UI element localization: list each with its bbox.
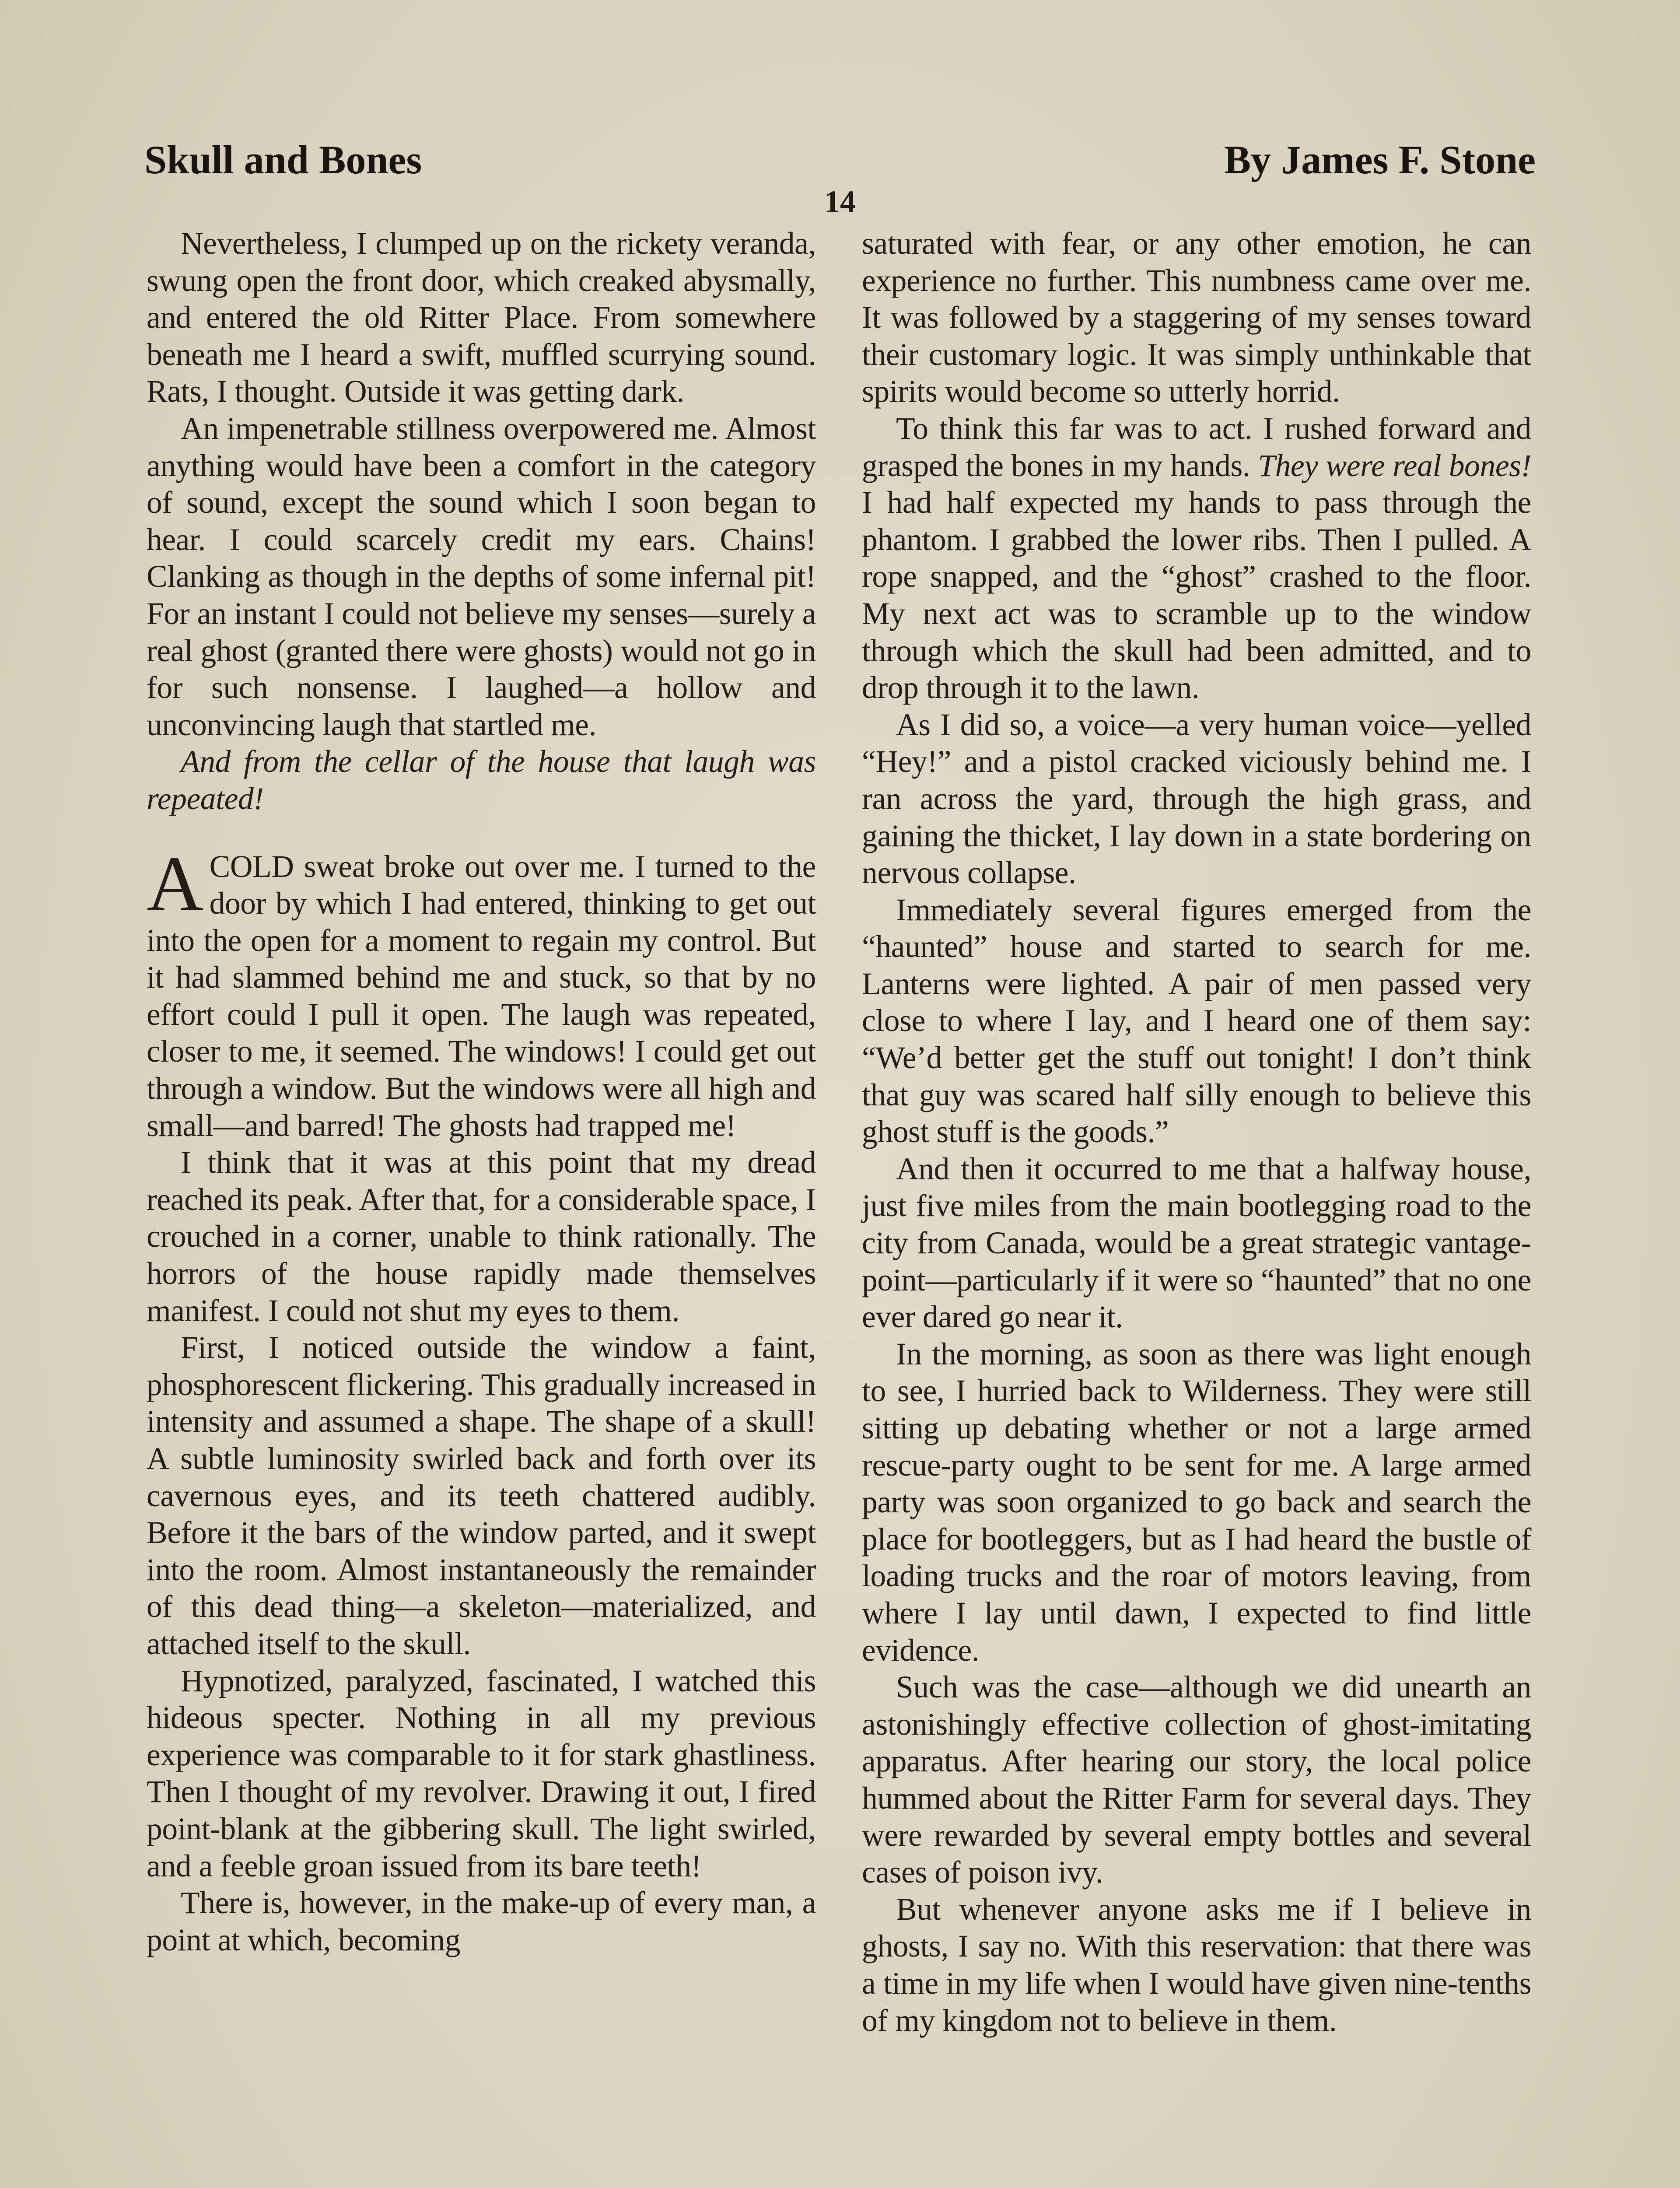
paragraph-text: I had half expected my hands to pass through the phantom. I grabbed the lower ribs. Then I pulled. A rope snapped, and the “ghost” crashed to the floor. My next act was to scramble up to the window through which the skull had been admitted, and to drop through it to the lawn. <box>862 485 1531 705</box>
drop-cap: A <box>147 840 203 927</box>
paragraph: But whenever anyone asks me if I believe in ghosts, I say no. With this reservation: that there was a time in my life when I would have given nine-tenths of my kingdom not to believe in them. <box>862 1892 1531 2038</box>
paragraph <box>862 410 1531 707</box>
paragraph-text: sweat broke out over me. I turned to the door by which I had entered, thinking to get out into the open for a moment to regain my control. But it had slammed behind me and stuck, so that by no effort could I pull it open. The laugh was repeated, closer to me, it seemed. The windows! I could get out through a window. But the windows were all high and small—and barred! The ghosts had trapped me! <box>147 849 816 1143</box>
paragraph: In the morning, as soon as there was light enough to see, I hurried back to Wilderness. They were still sitting up debating whether or not a large armed rescue-party ought to be sent for me. A large armed party was soon organized to go back and search the place for bootleggers, but as I had heard the bustle of loading trucks and the roar of motors leaving, from where I lay until dawn, I expected to find little evidence. <box>862 1336 1531 1668</box>
paragraph: saturated with fear, or any other emotion, he can experience no further. This numbness came over me. It was followed by a staggering of my senses toward their customary logic. It was simply unthinkable that spirits would become so utterly horrid. <box>862 226 1531 409</box>
text-column-left <box>147 225 816 1959</box>
paragraph: An impenetrable stillness overpowered me. Almost anything would have been a comfort in the category of sound, except the sound which I soon began to hear. I could scarcely credit my ears. Chains! Clanking as though in the depths of some infernal pit! For an instant I could not believe my senses—surely a real ghost (granted there were ghosts) would not go in for such nonsense. I laughed—a hollow and unconvincing laugh that startled me. <box>147 411 816 742</box>
paragraph: Such was the case—although we did unearth an astonishingly effective collection of ghost-imitating apparatus. After hearing our story, the local police hummed about the Ritter Farm for several days. They were rewarded by several empty bottles and several cases of poison ivy. <box>862 1670 1531 1890</box>
paragraph-text: To think this far was to act. I rushed forward and grasped the bones in my hands. <box>862 411 1531 483</box>
paragraph: Immediately several figures emerged from the “haunted” house and started to search for me. Lanterns were lighted. A pair of men passed very close to where I lay, and I heard one of them say: “We’d better get the stuff out tonight! I don’t think that guy was scared half silly enough to believe this ghost stuff is the goods.” <box>862 892 1531 1150</box>
text-column-right <box>862 225 1531 2039</box>
story-title: Skull and Bones <box>144 137 422 182</box>
page-number: 14 <box>824 184 856 219</box>
paragraph: Nevertheless, I clumped up on the rickety veranda, swung open the front door, which creaked abysmally, and entered the old Ritter Place. From somewhere beneath me I heard a swift, muffled scurrying sound. Rats, I thought. Outside it was getting dark. <box>147 226 816 409</box>
paragraph: There is, however, in the make-up of every man, a point at which, becoming <box>147 1886 816 1957</box>
byline: By James F. Stone <box>1224 137 1536 182</box>
paragraph: As I did so, a voice—a very human voice—yelled “Hey!” and a pistol cracked viciously behind me. I ran across the yard, through the high grass, and gaining the thicket, I lay down in a state bordering on nervous collapse. <box>862 707 1531 891</box>
opening-caps: COLD <box>209 849 294 884</box>
paragraph: Hypnotized, paralyzed, fascinated, I watched this hideous specter. Nothing in all my previous experience was comparable to it for stark ghastliness. Then I thought of my revolver. Drawing it out, I fired point-blank at the gibbering skull. The light swirled, and a feeble groan issued from its bare teeth! <box>147 1663 816 1883</box>
paragraph: I think that it was at this point that my dread reached its peak. After that, for a considerable space, I crouched in a corner, unable to think rationally. The horrors of the house rapidly made themselves manifest. I could not shut my eyes to them. <box>147 1145 816 1328</box>
paragraph: And then it occurred to me that a halfway house, just five miles from the main bootlegging road to the city from Canada, would be a great strategic vantage-point—particularly if it were so “haunted” that no one ever dared go near it. <box>862 1151 1531 1335</box>
section-opening-paragraph <box>147 840 816 1145</box>
italic-emphasis: They were real bones! <box>1258 448 1531 483</box>
paragraph: First, I noticed outside the window a faint, phosphorescent flickering. This gradually increased in intensity and assumed a shape. The shape of a skull! A subtle luminosity swirled back and forth over its cavernous eyes, and its teeth chattered audibly. Before it the bars of the window parted, and it swept into the room. Almost instantaneously the remainder of this dead thing—a skeleton—materialized, and attached itself to the skull. <box>147 1330 816 1661</box>
paragraph-italic: And from the cellar of the house that laugh was repeated! <box>147 744 816 816</box>
page-header <box>144 131 1536 193</box>
